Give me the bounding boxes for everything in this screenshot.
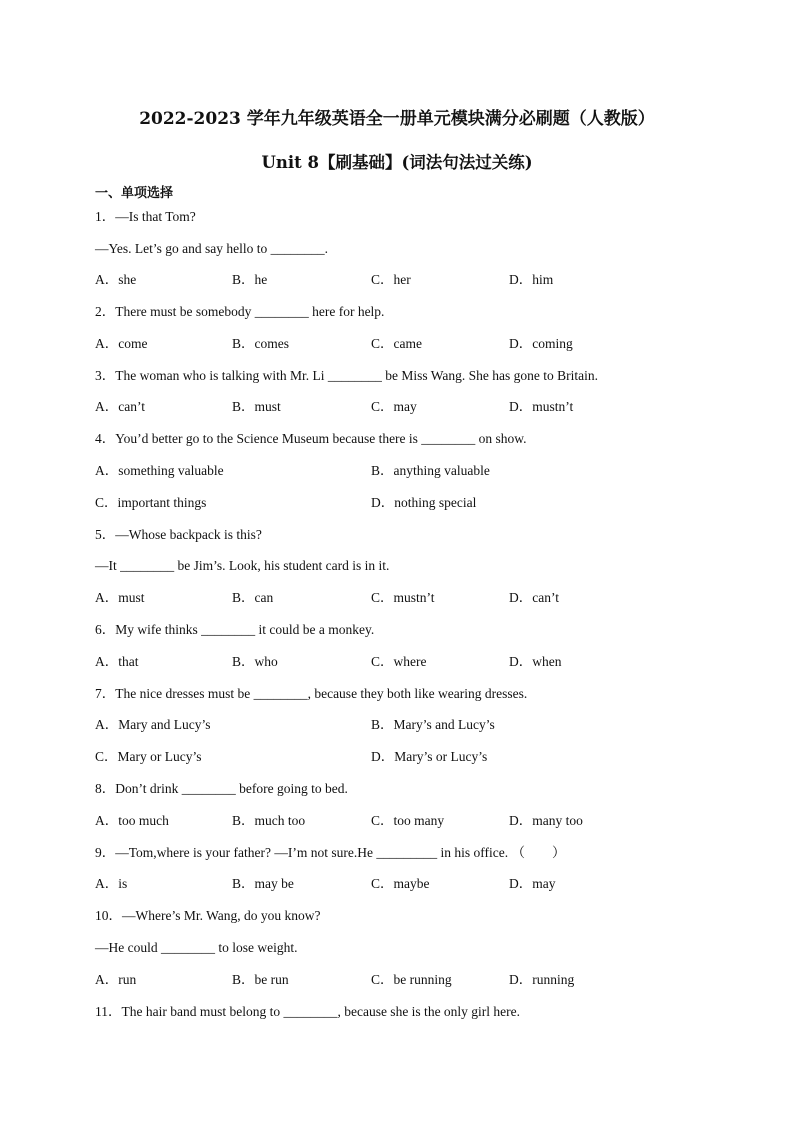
question-3-option-b: B．must xyxy=(232,399,281,414)
question-5-option-a: A．must xyxy=(95,590,145,605)
question-3-option-a: A．can’t xyxy=(95,399,145,414)
question-1-stem: 1．—Is that Tom? xyxy=(95,209,196,224)
question-5-option-b: B．can xyxy=(232,590,274,605)
question-8-stem: 8．Don’t drink ________ before going to bed. xyxy=(95,781,348,796)
question-1-option-d: D．him xyxy=(509,272,554,287)
question-8-option-a: A．too much xyxy=(95,813,169,828)
question-8-option-b: B．much too xyxy=(232,813,306,828)
question-10-stem-line-2: —He could ________ to lose weight. xyxy=(95,940,298,955)
question-2-option-b: B．comes xyxy=(232,336,289,351)
question-5-stem: 5．—Whose backpack is this? xyxy=(95,527,262,542)
question-1-option-a: A．she xyxy=(95,272,137,287)
question-8-option-d: D．many too xyxy=(509,813,583,828)
question-9-option-b: B．may be xyxy=(232,876,294,891)
document-subtitle: Unit 8【刷基础】(词法句法过关练) xyxy=(261,153,533,172)
question-6-option-a: A．that xyxy=(95,654,139,669)
section-heading: 一、单项选择 xyxy=(95,186,174,201)
question-2-option-c: C．came xyxy=(371,336,422,351)
question-10-option-c: C．be running xyxy=(371,972,452,987)
question-4-stem: 4．You’d better go to the Science Museum because there is ________ on show. xyxy=(95,431,527,446)
question-4-option-a: A．something valuable xyxy=(95,463,224,478)
question-9-option-c: C．maybe xyxy=(371,876,430,891)
question-3-option-d: D．mustn’t xyxy=(509,399,574,414)
question-6-option-c: C．where xyxy=(371,654,427,669)
question-3-stem: 3．The woman who is talking with Mr. Li ________ be Miss Wang. She has gone to Britain. xyxy=(95,368,599,383)
question-10-option-a: A．run xyxy=(95,972,137,987)
question-9-option-a: A．is xyxy=(95,876,128,891)
question-6-stem: 6．My wife thinks ________ it could be a monkey. xyxy=(95,622,375,637)
question-1-option-c: C．her xyxy=(371,272,411,287)
question-4-option-c: C．important things xyxy=(95,495,207,510)
question-8-option-c: C．too many xyxy=(371,813,445,828)
question-5-option-d: D．can’t xyxy=(509,590,559,605)
question-3-option-c: C．may xyxy=(371,399,417,414)
question-5-stem-line-2: —It ________ be Jim’s. Look, his student card is in it. xyxy=(95,558,390,573)
question-7-option-c: C．Mary or Lucy’s xyxy=(95,749,202,764)
question-7-option-a: A．Mary and Lucy’s xyxy=(95,717,211,732)
question-7-option-d: D．Mary’s or Lucy’s xyxy=(371,749,488,764)
question-2-option-a: A．come xyxy=(95,336,148,351)
question-10-option-b: B．be run xyxy=(232,972,289,987)
document-title: 2022-2023 学年九年级英语全一册单元模块满分必刷题（人教版） xyxy=(139,109,655,129)
question-4-option-d: D．nothing special xyxy=(371,495,477,510)
question-9-option-d: D．may xyxy=(509,876,556,891)
question-6-option-b: B．who xyxy=(232,654,278,669)
question-7-option-b: B．Mary’s and Lucy’s xyxy=(371,717,495,732)
question-7-stem: 7．The nice dresses must be ________, because they both like wearing dresses. xyxy=(95,686,528,701)
question-2-stem: 2．There must be somebody ________ here for help. xyxy=(95,304,385,319)
question-6-option-d: D．when xyxy=(509,654,562,669)
question-2-option-d: D．coming xyxy=(509,336,573,351)
question-5-option-c: C．mustn’t xyxy=(371,590,435,605)
question-1-option-b: B．he xyxy=(232,272,268,287)
question-1-stem-line-2: —Yes. Let’s go and say hello to ________. xyxy=(95,241,328,256)
question-11-stem: 11．The hair band must belong to ________, because she is the only girl here. xyxy=(95,1004,521,1019)
question-10-stem: 10．—Where’s Mr. Wang, do you know? xyxy=(95,908,321,923)
question-4-option-b: B．anything valuable xyxy=(371,463,490,478)
question-10-option-d: D．running xyxy=(509,972,575,987)
question-9-stem: 9．—Tom,where is your father? —I’m not sure.He _________ in his office. （ ） xyxy=(95,845,566,860)
